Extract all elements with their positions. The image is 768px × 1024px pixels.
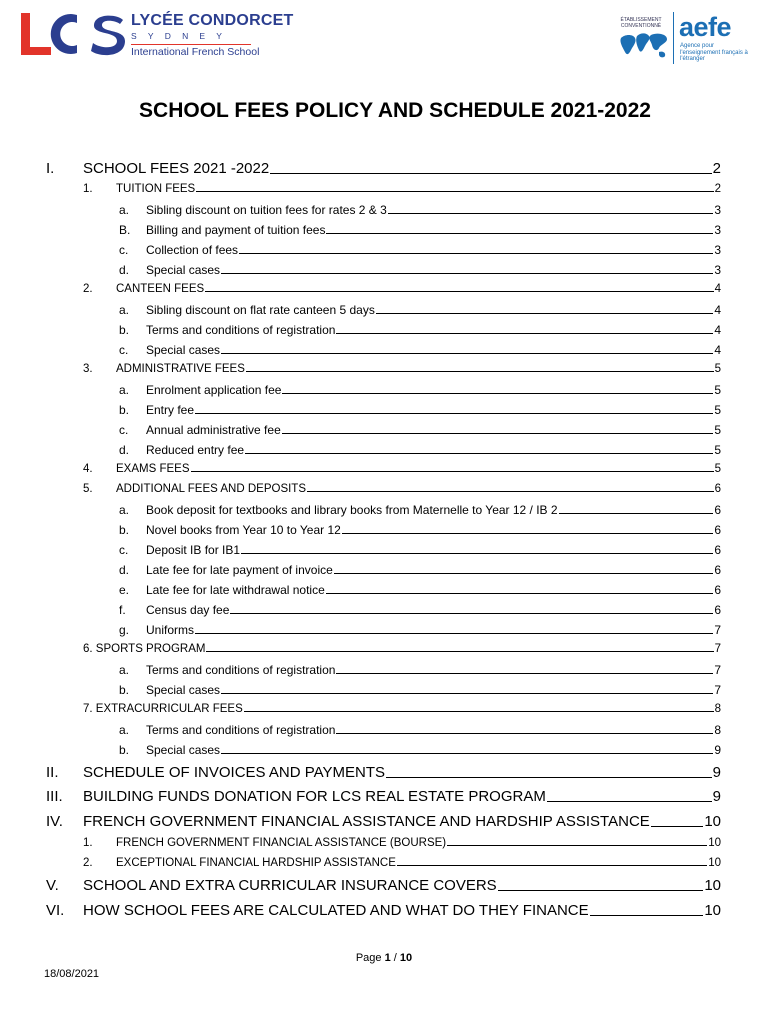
toc-leader-line <box>230 613 713 614</box>
toc-entry-number: 2. <box>83 857 93 869</box>
toc-entry[interactable] <box>83 463 721 475</box>
toc-entry-text: CANTEEN FEES <box>116 283 205 295</box>
toc-entry-page: 2 <box>712 160 721 177</box>
toc-entry[interactable] <box>83 857 721 869</box>
toc-leader-line <box>191 471 714 472</box>
toc-entry-number: e. <box>119 583 130 597</box>
toc-leader-line <box>195 413 713 414</box>
toc-leader-line <box>326 593 714 594</box>
toc-entry-text: Late fee for late payment of invoice <box>146 563 333 577</box>
toc-entry[interactable] <box>119 443 721 457</box>
toc-entry-number: B. <box>119 223 131 237</box>
toc-leader-line <box>336 333 713 334</box>
toc-entry-number: c. <box>119 243 129 257</box>
toc-entry-text: Terms and conditions of registration <box>146 663 336 677</box>
toc-entry-page: 4 <box>714 303 721 317</box>
school-name-block <box>131 12 294 58</box>
toc-entry[interactable] <box>46 160 721 177</box>
toc-entry-page: 9 <box>712 788 721 805</box>
toc-entry-number: II. <box>46 764 59 781</box>
toc-entry-page: 6 <box>714 603 721 617</box>
toc-entry-number: 1. <box>83 183 93 195</box>
toc-entry[interactable] <box>119 683 721 697</box>
toc-entry-number: c. <box>119 423 129 437</box>
toc-entry-number: c. <box>119 543 129 557</box>
toc-entry-text: Novel books from Year 10 to Year 12 <box>146 523 341 537</box>
toc-entry-text: Special cases <box>146 343 221 357</box>
toc-entry-text: 6. SPORTS PROGRAM <box>83 643 206 655</box>
toc-entry-number: g. <box>119 623 130 637</box>
toc-entry[interactable] <box>119 303 721 317</box>
toc-entry-page: 5 <box>714 423 721 437</box>
toc-entry[interactable] <box>83 183 721 195</box>
toc-entry-number: b. <box>119 323 130 337</box>
toc-leader-line <box>282 433 714 434</box>
toc-leader-line <box>195 633 713 634</box>
document-title: SCHOOL FEES POLICY AND SCHEDULE 2021-2022 <box>139 99 651 122</box>
toc-leader-line <box>282 393 713 394</box>
toc-entry-text: Late fee for late withdrawal notice <box>146 583 325 597</box>
toc-entry-text: 7. EXTRACURRICULAR FEES <box>83 703 243 715</box>
toc-leader-line <box>307 491 714 492</box>
toc-entry-page: 6 <box>714 583 721 597</box>
toc-entry[interactable] <box>119 663 721 677</box>
toc-entry-page: 8 <box>714 703 721 715</box>
toc-entry-text: TUITION FEES <box>116 183 196 195</box>
toc-entry-number: 5. <box>83 483 93 495</box>
toc-entry-number: a. <box>119 203 130 217</box>
toc-entry-number: d. <box>119 263 130 277</box>
toc-entry-page: 10 <box>704 877 721 894</box>
lcs-logo <box>19 11 127 62</box>
toc-entry-number: a. <box>119 303 130 317</box>
toc-entry-page: 9 <box>714 743 721 757</box>
toc-entry[interactable] <box>119 523 721 537</box>
toc-entry-page: 6 <box>714 563 721 577</box>
toc-entry-page: 4 <box>714 283 721 295</box>
toc-entry-text: EXCEPTIONAL FINANCIAL HARDSHIP ASSISTANCE <box>116 857 396 869</box>
toc-entry-text: ADDITIONAL FEES AND DEPOSITS <box>116 483 307 495</box>
toc-leader-line <box>336 733 713 734</box>
toc-entry[interactable] <box>119 563 721 577</box>
toc-entry-text: Terms and conditions of registration <box>146 723 336 737</box>
school-name: LYCÉE CONDORCET <box>131 12 294 29</box>
toc-entry[interactable] <box>119 223 721 237</box>
toc-entry-text: BUILDING FUNDS DONATION FOR LCS REAL ESTATE PROGRAM <box>83 788 546 805</box>
toc-entry-page: 8 <box>714 723 721 737</box>
toc-leader-line <box>246 371 714 372</box>
toc-entry-number: a. <box>119 503 130 517</box>
page-prefix: Page <box>355 952 382 964</box>
school-city: SYDNEY <box>131 31 234 41</box>
toc-leader-line <box>221 353 713 354</box>
toc-entry-page: 4 <box>714 323 721 337</box>
toc-entry-text: Entry fee <box>146 403 195 417</box>
toc-leader-line <box>241 553 713 554</box>
toc-entry-number: b. <box>119 743 130 757</box>
toc-entry-text: Collection of fees <box>146 243 239 257</box>
toc-entry-number: I. <box>46 160 55 177</box>
toc-entry-text: Annual administrative fee <box>146 423 281 437</box>
toc-entry-number: 2. <box>83 283 93 295</box>
toc-entry[interactable] <box>119 603 721 617</box>
toc-entry-text: HOW SCHOOL FEES ARE CALCULATED AND WHAT DO THEY FINANCE <box>83 902 589 919</box>
toc-entry-number: III. <box>46 788 63 805</box>
aefe-divider <box>673 12 674 64</box>
toc-entry-page: 10 <box>704 902 721 919</box>
toc-leader-line <box>206 651 713 652</box>
toc-leader-line <box>376 313 713 314</box>
toc-entry[interactable] <box>119 403 721 417</box>
toc-leader-line <box>326 233 713 234</box>
toc-leader-line <box>651 826 704 827</box>
aefe-logo <box>616 12 751 68</box>
toc-entry-text: SCHOOL FEES 2021 -2022 <box>83 160 270 177</box>
toc-entry-text: ADMINISTRATIVE FEES <box>116 363 245 375</box>
toc-entry-page: 5 <box>714 443 721 457</box>
aefe-conventionne-label: ÉTABLISSEMENT CONVENTIONNÉ <box>620 17 662 29</box>
toc-entry-text: Uniforms <box>146 623 195 637</box>
toc-entry-number: VI. <box>46 902 65 919</box>
toc-entry-number: V. <box>46 877 59 894</box>
toc-entry[interactable] <box>83 643 721 655</box>
toc-entry-text: Terms and conditions of registration <box>146 323 336 337</box>
toc-entry-text: Special cases <box>146 263 221 277</box>
page-header <box>0 0 768 80</box>
toc-entry[interactable] <box>83 703 721 715</box>
toc-leader-line <box>205 291 713 292</box>
toc-leader-line <box>221 273 713 274</box>
aefe-wordmark: aefe <box>679 12 732 42</box>
toc-leader-line <box>342 533 714 534</box>
toc-entry-number: a. <box>119 383 130 397</box>
toc-entry-text: Sibling discount on flat rate canteen 5 days <box>146 303 375 317</box>
toc-entry[interactable] <box>83 283 721 295</box>
world-map-icon <box>619 30 669 60</box>
toc-entry-page: 3 <box>714 223 721 237</box>
toc-leader-line <box>397 865 707 866</box>
toc-entry[interactable] <box>46 764 721 781</box>
toc-entry[interactable] <box>46 902 721 919</box>
toc-entry-page: 3 <box>714 263 721 277</box>
toc-leader-line <box>590 915 704 916</box>
toc-entry[interactable] <box>83 837 721 849</box>
toc-entry-text: Book deposit for textbooks and library books from Maternelle to Year 12 / IB 2 <box>146 503 558 517</box>
toc-entry-page: 7 <box>714 643 721 655</box>
toc-entry[interactable] <box>119 203 721 217</box>
toc-entry-text: Reduced entry fee <box>146 443 245 457</box>
toc-leader-line <box>547 801 712 802</box>
toc-entry-text: Enrolment application fee <box>146 383 282 397</box>
toc-leader-line <box>244 711 714 712</box>
toc-entry[interactable] <box>46 788 721 805</box>
toc-entry[interactable] <box>119 423 721 437</box>
toc-entry-page: 6 <box>714 523 721 537</box>
toc-entry-text: Special cases <box>146 743 221 757</box>
toc-entry-text: Deposit IB for IB1 <box>146 543 241 557</box>
toc-entry-text: SCHOOL AND EXTRA CURRICULAR INSURANCE COVERS <box>83 877 497 894</box>
toc-entry-page: 10 <box>708 857 721 869</box>
page-total: 10 <box>399 952 413 964</box>
toc-entry-page: 6 <box>714 543 721 557</box>
toc-entry-number: 3. <box>83 363 93 375</box>
toc-leader-line <box>447 845 707 846</box>
toc-entry[interactable] <box>119 503 721 517</box>
toc-leader-line <box>559 513 714 514</box>
toc-entry[interactable] <box>83 363 721 375</box>
toc-entry-text: EXAMS FEES <box>116 463 190 475</box>
toc-entry-text: Special cases <box>146 683 221 697</box>
toc-leader-line <box>196 191 713 192</box>
toc-leader-line <box>221 753 713 754</box>
toc-entry[interactable] <box>119 343 721 357</box>
toc-entry[interactable] <box>83 483 721 495</box>
toc-entry-text: SCHEDULE OF INVOICES AND PAYMENTS <box>83 764 385 781</box>
toc-entry[interactable] <box>46 877 721 894</box>
toc-entry-page: 3 <box>714 203 721 217</box>
toc-entry-number: b. <box>119 523 130 537</box>
toc-entry[interactable] <box>119 383 721 397</box>
toc-leader-line <box>245 453 713 454</box>
page-current: 1 <box>384 952 391 964</box>
toc-entry[interactable] <box>119 623 721 637</box>
toc-entry-page: 10 <box>708 837 721 849</box>
toc-entry-number: b. <box>119 403 130 417</box>
toc-entry-page: 2 <box>714 183 721 195</box>
toc-leader-line <box>334 573 714 574</box>
toc-entry-page: 7 <box>714 683 721 697</box>
toc-entry-text: Sibling discount on tuition fees for rates 2 & 3 <box>146 203 387 217</box>
school-subtitle: International French School <box>131 46 260 58</box>
toc-entry-page: 7 <box>714 663 721 677</box>
toc-entry-number: f. <box>119 603 126 617</box>
toc-entry-number: a. <box>119 723 130 737</box>
toc-entry-number: d. <box>119 563 130 577</box>
toc-entry-page: 5 <box>714 363 721 375</box>
toc-entry-page: 4 <box>714 343 721 357</box>
toc-entry-page: 6 <box>714 483 721 495</box>
toc-leader-line <box>221 693 713 694</box>
toc-entry-page: 5 <box>714 463 721 475</box>
toc-entry-text: FRENCH GOVERNMENT FINANCIAL ASSISTANCE AND HARDSHIP ASSISTANCE <box>83 813 650 830</box>
page-number <box>0 952 768 964</box>
toc-entry[interactable] <box>119 323 721 337</box>
toc-entry-number: c. <box>119 343 129 357</box>
toc-entry-number: b. <box>119 683 130 697</box>
toc-leader-line <box>270 173 711 174</box>
toc-entry-number: 4. <box>83 463 93 475</box>
page-separator: / <box>393 952 397 964</box>
toc-leader-line <box>239 253 713 254</box>
aefe-tagline: Agence pour l'enseignement français à l'étranger <box>680 43 748 62</box>
toc-entry-page: 3 <box>714 243 721 257</box>
toc-entry-page: 6 <box>714 503 721 517</box>
toc-entry[interactable] <box>119 743 721 757</box>
toc-entry-text: Census day fee <box>146 603 230 617</box>
toc-entry-page: 10 <box>704 813 721 830</box>
toc-entry-number: 1. <box>83 837 93 849</box>
toc-entry-page: 7 <box>714 623 721 637</box>
toc-entry-number: a. <box>119 663 130 677</box>
toc-entry[interactable] <box>119 263 721 277</box>
toc-entry[interactable] <box>119 543 721 557</box>
toc-leader-line <box>386 777 712 778</box>
toc-entry-text: FRENCH GOVERNMENT FINANCIAL ASSISTANCE (BOURSE) <box>116 837 447 849</box>
toc-entry-page: 5 <box>714 383 721 397</box>
toc-leader-line <box>336 673 713 674</box>
toc-entry[interactable] <box>46 813 721 830</box>
toc-entry-number: IV. <box>46 813 63 830</box>
toc-entry-page: 9 <box>712 764 721 781</box>
toc-entry-page: 5 <box>714 403 721 417</box>
toc-leader-line <box>388 213 714 214</box>
toc-entry[interactable] <box>119 243 721 257</box>
toc-entry-number: d. <box>119 443 130 457</box>
footer-date: 18/08/2021 <box>44 968 100 980</box>
toc-entry[interactable] <box>119 723 721 737</box>
toc-entry-text: Billing and payment of tuition fees <box>146 223 326 237</box>
toc-leader-line <box>498 890 704 891</box>
toc-entry[interactable] <box>119 583 721 597</box>
